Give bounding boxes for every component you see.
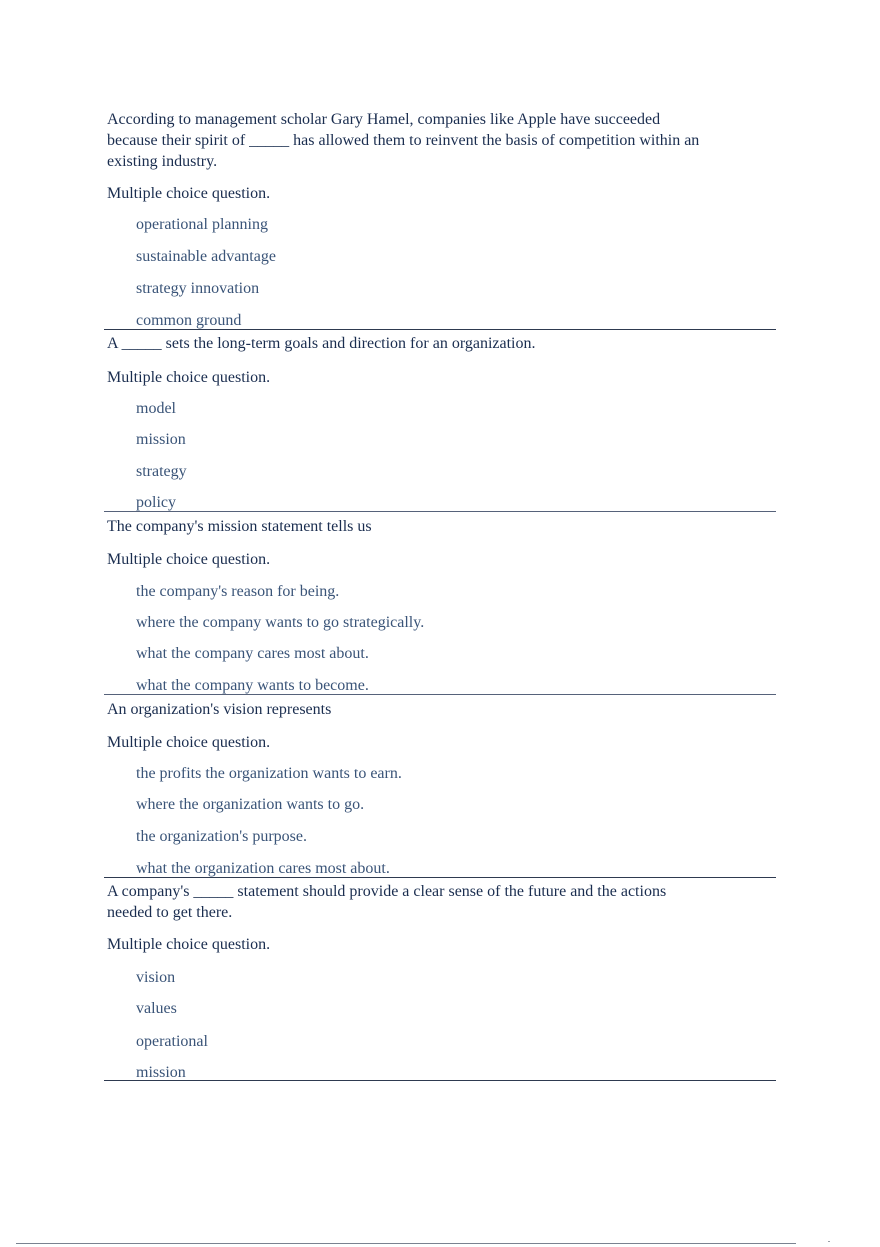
answer-option[interactable]: common ground	[136, 312, 242, 329]
answer-option[interactable]: where the company wants to go strategically.	[136, 614, 425, 631]
answer-option[interactable]: what the organization cares most about.	[136, 860, 390, 877]
footer-mark	[828, 1241, 830, 1242]
question-type-label: Multiple choice question.	[107, 734, 271, 751]
answer-option[interactable]: mission	[136, 431, 186, 448]
answer-option[interactable]: vision	[136, 969, 176, 986]
question-type-label: Multiple choice question.	[107, 936, 271, 953]
question-text: A _____ sets the long-term goals and direction for an organization.	[107, 335, 536, 352]
answer-option[interactable]: mission	[136, 1064, 186, 1081]
question-divider	[104, 877, 776, 878]
question-divider	[104, 1080, 776, 1081]
answer-option[interactable]: the organization's purpose.	[136, 828, 307, 845]
question-text: An organization's vision represents	[107, 701, 332, 718]
question-divider	[104, 694, 776, 695]
answer-option[interactable]: operational planning	[136, 216, 268, 233]
answer-option[interactable]: the company's reason for being.	[136, 583, 340, 600]
question-type-label: Multiple choice question.	[107, 185, 271, 202]
question-text: According to management scholar Gary Hamel, companies like Apple have succeeded because their spirit of _____ has allowed them to reinvent the basis of competition within an existing industry.	[107, 111, 700, 170]
answer-option[interactable]: what the company cares most about.	[136, 645, 369, 662]
question-divider	[104, 329, 776, 330]
answer-option[interactable]: strategy	[136, 463, 187, 480]
answer-option[interactable]: operational	[136, 1033, 208, 1050]
question-text: The company's mission statement tells us	[107, 518, 372, 535]
question-text: A company's _____ statement should provide a clear sense of the future and the actions needed to get there.	[107, 883, 667, 921]
answer-option[interactable]: where the organization wants to go.	[136, 796, 365, 813]
footer-rule	[16, 1243, 796, 1244]
answer-option[interactable]: values	[136, 1000, 177, 1017]
answer-option[interactable]: model	[136, 400, 176, 417]
answer-option[interactable]: strategy innovation	[136, 280, 260, 297]
answer-option[interactable]: the profits the organization wants to earn.	[136, 765, 402, 782]
answer-option[interactable]: policy	[136, 494, 176, 511]
question-type-label: Multiple choice question.	[107, 369, 271, 386]
answer-option[interactable]: what the company wants to become.	[136, 677, 369, 694]
answer-option[interactable]: sustainable advantage	[136, 248, 276, 265]
question-divider	[104, 511, 776, 512]
question-type-label: Multiple choice question.	[107, 551, 271, 568]
